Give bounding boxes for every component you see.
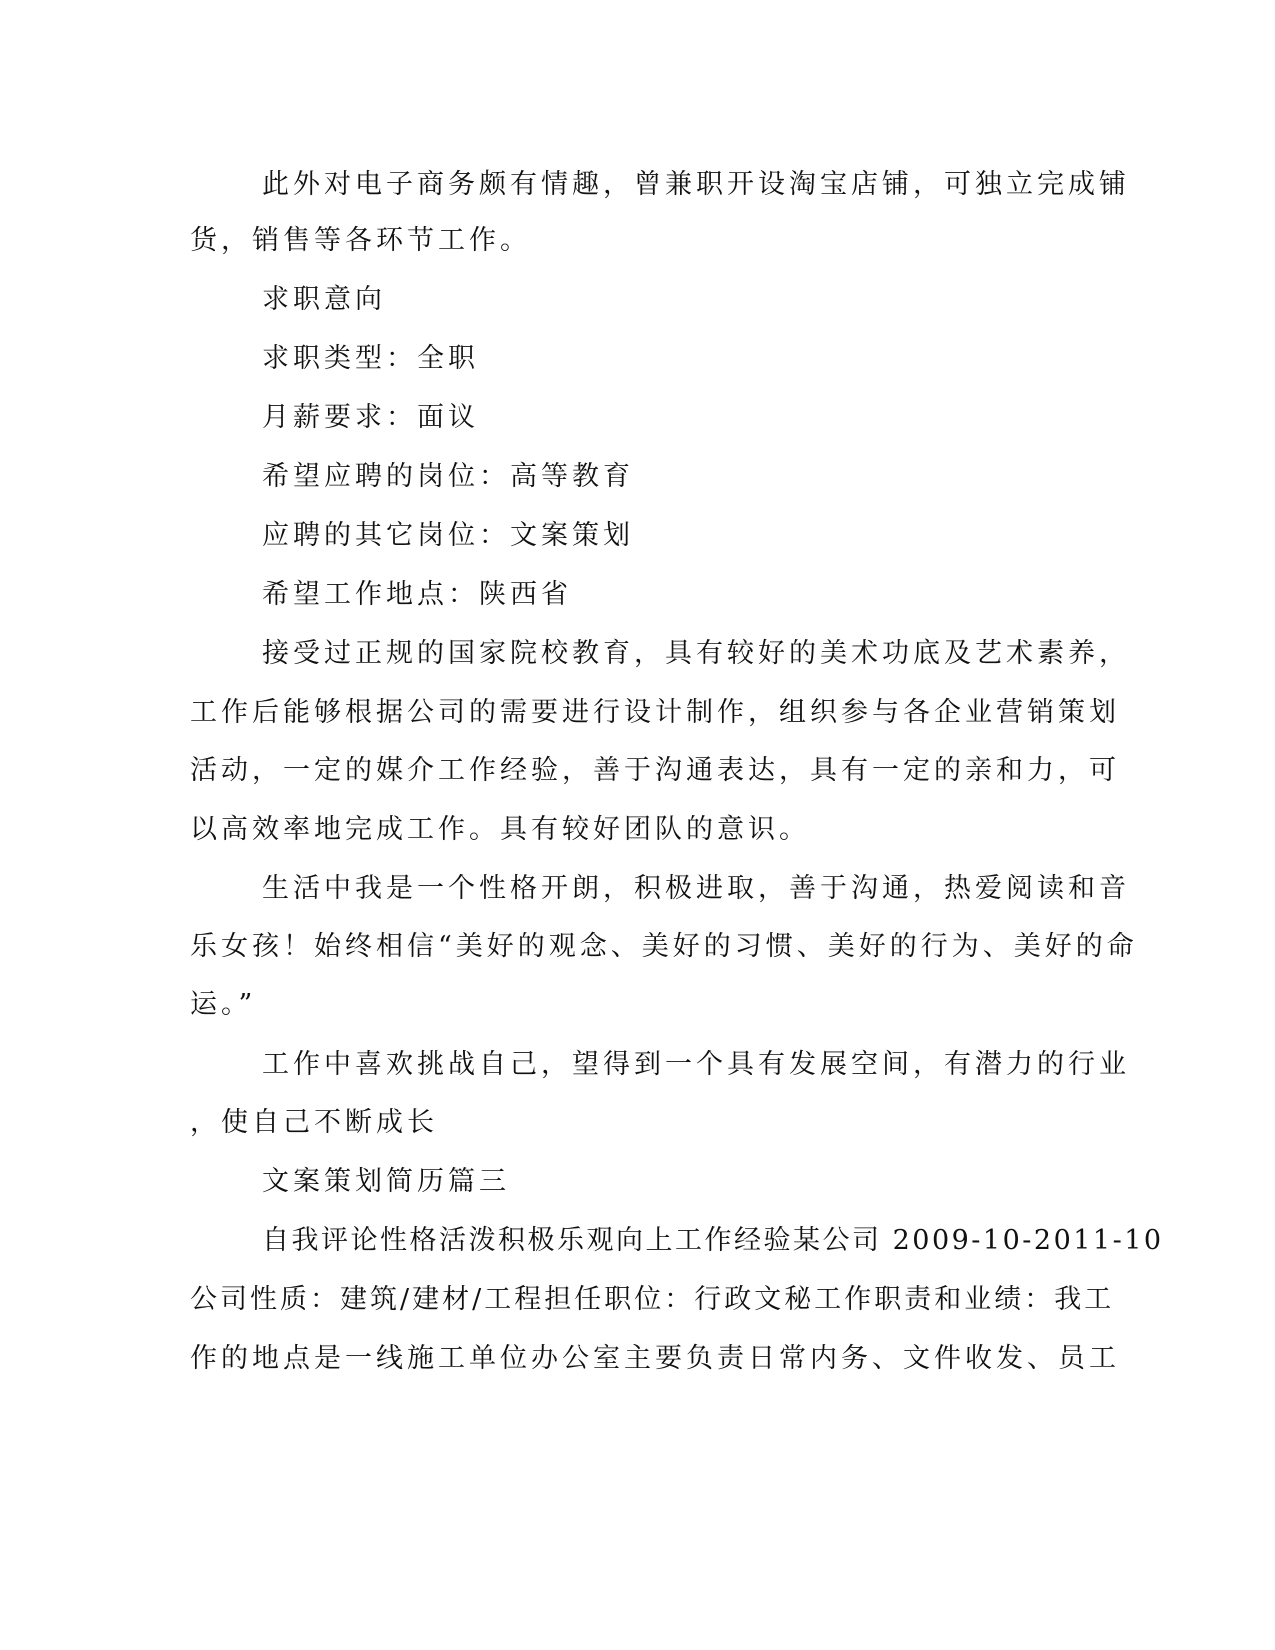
paragraph-personality-line-3: 运。” [190,989,257,1020]
paragraph-personality-line-2: 乐女孩！始终相信“美好的观念、美好的习惯、美好的行为、美好的命 [190,931,1138,962]
paragraph-education-line-1: 接受过正规的国家院校教育，具有较好的美术功底及艺术素养， [262,638,1130,669]
job-type-line: 求职类型：全职 [262,343,479,374]
paragraph-experience-line-3: 作的地点是一线施工单位办公室主要负责日常内务、文件收发、员工 [190,1343,1120,1374]
paragraph-experience-line-2: 公司性质：建筑/建材/工程担任职位：行政文秘工作职责和业绩：我工 [190,1284,1115,1315]
section-heading-resume-part-3: 文案策划简历篇三 [262,1166,510,1197]
desired-position-line: 希望应聘的岗位：高等教育 [262,461,634,492]
section-heading-job-intention: 求职意向 [262,284,386,315]
paragraph-personality-line-1: 生活中我是一个性格开朗，积极进取，善于沟通，热爱阅读和音 [262,873,1130,904]
paragraph-ecommerce-line-1: 此外对电子商务颇有情趣，曾兼职开设淘宝店铺，可独立完成铺 [262,169,1130,200]
work-location-line: 希望工作地点：陕西省 [262,579,572,610]
salary-line: 月薪要求：面议 [262,402,479,433]
paragraph-challenge-line-1: 工作中喜欢挑战自己，望得到一个具有发展空间，有潜力的行业 [262,1049,1130,1080]
paragraph-challenge-line-2: ，使自己不断成长 [190,1107,438,1138]
paragraph-experience-line-1: 自我评论性格活泼积极乐观向上工作经验某公司 2009-10-2011-10 [262,1225,1164,1256]
other-position-line: 应聘的其它岗位：文案策划 [262,520,634,551]
paragraph-ecommerce-line-2: 货，销售等各环节工作。 [190,225,531,256]
paragraph-education-line-4: 以高效率地完成工作。具有较好团队的意识。 [190,814,810,845]
paragraph-education-line-2: 工作后能够根据公司的需要进行设计制作，组织参与各企业营销策划 [190,697,1120,728]
paragraph-education-line-3: 活动，一定的媒介工作经验，善于沟通表达，具有一定的亲和力，可 [190,755,1120,786]
